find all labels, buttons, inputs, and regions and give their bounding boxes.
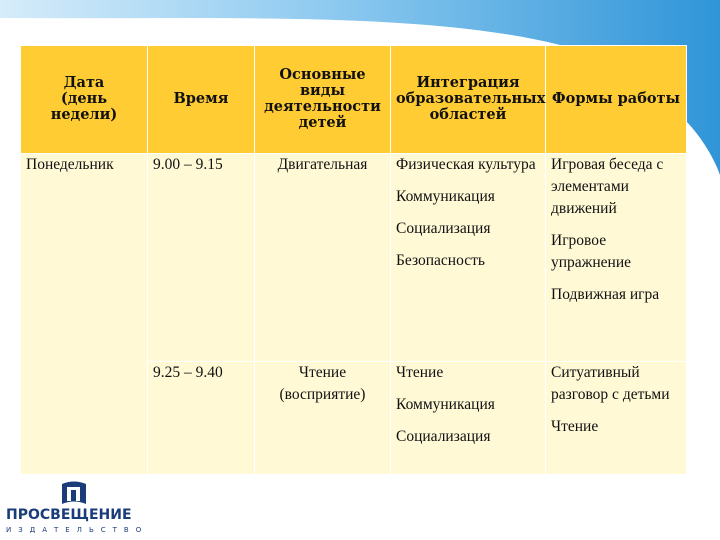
table-row [21, 153, 687, 362]
area-item: Физическая культура [396, 155, 536, 173]
form-item: Игровая беседа с элементами движений [551, 155, 664, 217]
schedule-table [20, 45, 687, 475]
time-label: 9.00 – 9.15 [153, 155, 223, 173]
day-label: Понедельник [26, 155, 114, 173]
forms-cell [546, 153, 687, 362]
area-item: Социализация [396, 219, 491, 237]
area-item: Коммуникация [396, 187, 495, 205]
forms-cell [546, 362, 687, 475]
header-integration [391, 46, 546, 154]
day-cell [21, 153, 148, 475]
form-item: Ситуативный разговор с детьми [551, 364, 670, 404]
header-activity-label: Основные виды деятельности детей [264, 66, 381, 132]
header-date-label: Дата (день недели) [50, 74, 118, 124]
publisher-logo [6, 478, 156, 538]
table-header-row [21, 46, 687, 154]
header-integration-label: Интеграция образовательных областей [396, 74, 546, 124]
publisher-name: ПРОСВЕЩЕНИЕ [6, 507, 132, 523]
activity-label: Чтение (восприятие) [279, 364, 366, 404]
form-item: Чтение [551, 418, 599, 436]
publisher-emblem-icon [59, 480, 89, 508]
header-forms [546, 46, 687, 154]
time-label: 9.25 – 9.40 [153, 364, 223, 382]
form-item: Игровое упражнение [551, 231, 632, 271]
area-item: Социализация [396, 428, 491, 446]
header-time [148, 46, 255, 154]
form-item: Подвижная игра [551, 285, 660, 303]
area-item: Коммуникация [396, 396, 495, 414]
activity-label: Двигательная [277, 155, 368, 173]
areas-cell [391, 362, 546, 475]
activity-cell [255, 362, 391, 475]
time-cell [148, 362, 255, 475]
time-cell [148, 153, 255, 362]
header-forms-label: Формы работы [551, 90, 681, 108]
header-activity [255, 46, 391, 154]
publisher-subtitle: ИЗДАТЕЛЬСТВО [6, 526, 149, 534]
header-time-label: Время [173, 90, 229, 108]
activity-cell [255, 153, 391, 362]
area-item: Безопасность [396, 251, 485, 269]
header-date [21, 46, 148, 154]
area-item: Чтение [396, 364, 444, 382]
areas-cell [391, 153, 546, 362]
